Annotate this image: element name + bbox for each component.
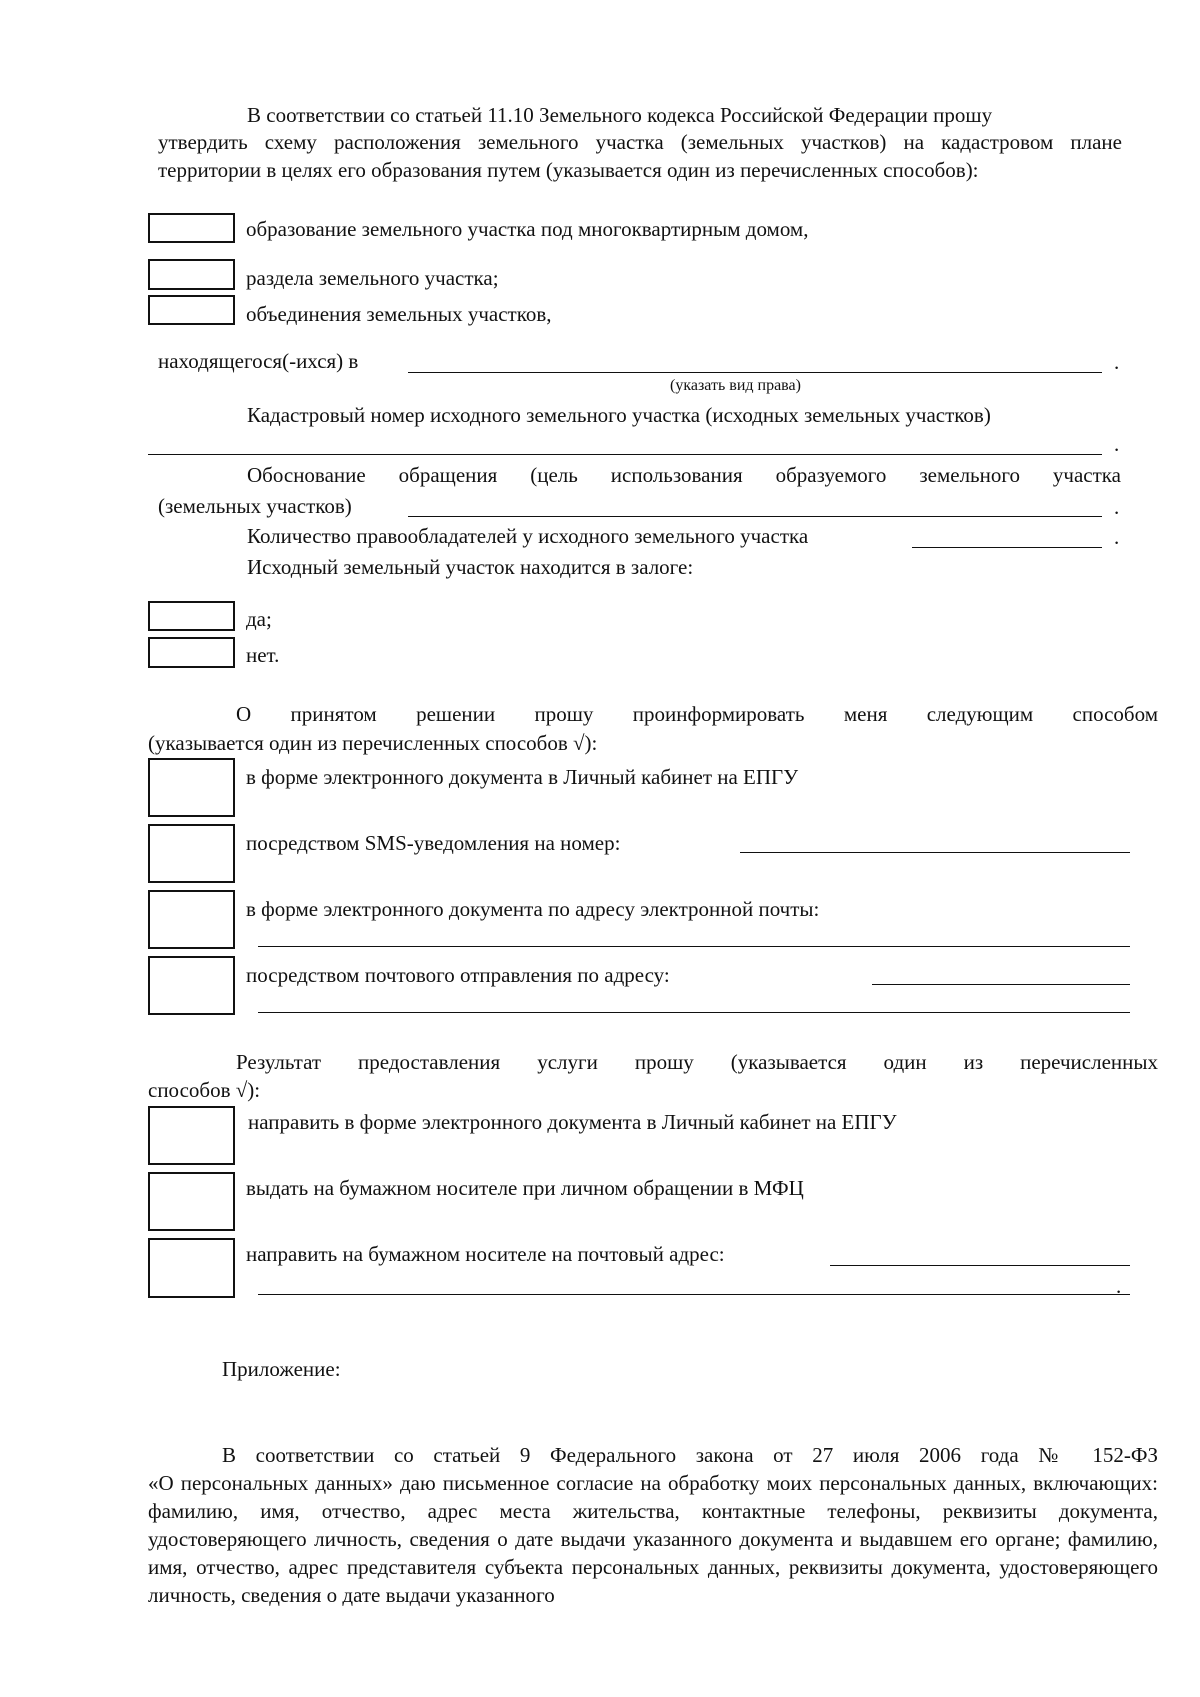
period: . [1114,432,1120,456]
checkbox-result-post[interactable] [148,1238,235,1298]
period: . [1114,350,1120,374]
period: . [1114,495,1120,519]
inform-post-label: посредством почтового отправления по адресу: [246,963,670,987]
period: . [1116,1274,1122,1298]
email-address-field[interactable] [258,946,1130,947]
inform-sms-label: посредством SMS-уведомления на номер: [246,831,621,855]
inform-epgu-label: в форме электронного документа в Личный кабинет на ЕПГУ [246,765,799,789]
checkbox-pledge-yes[interactable] [148,601,235,631]
inform-email-label: в форме электронного документа по адресу электронной почты: [246,897,820,921]
method-division-label: раздела земельного участка; [246,266,499,290]
post-address-field-2[interactable] [258,1012,1130,1013]
inform-second-line: (указывается один из перечисленных способов √): [148,731,598,755]
pledge-no-label: нет. [246,643,280,667]
pledge-label: Исходный земельный участок находится в залоге: [247,555,694,579]
consent-text: «О персональных данных» даю письменное согласие на обработку моих персональных данных, включающих: фамилию, имя, отчество, адрес места жительства, контактные телефоны, реквизиты документа, удостоверяющего личность, сведения о дате выдачи указанного документа и выдавшем его органе; фамилию, имя, отчество, адрес представителя субъекта персональных данных, реквизиты документа, удостоверяющего личность, сведения о дате выдачи указанного [148,1471,1158,1607]
checkbox-result-mfc[interactable] [148,1172,235,1231]
justification-second-line: (земельных участков) [158,494,352,518]
located-label: находящегося(-ихся) в [158,349,359,373]
result-first-line: Результат предоставления услуги прошу (указывается один из перечисленных [236,1050,1158,1074]
right-type-field[interactable] [408,372,1102,373]
checkbox-method-merge[interactable] [148,295,235,325]
intro-text: утвердить схему расположения земельного участка (земельных участков) на кадастровом плане территории в целях его образования путем (указывается один из перечисленных способов): [158,130,1122,182]
result-post-label: направить на бумажном носителе на почтовый адрес: [246,1242,725,1266]
checkbox-pledge-no[interactable] [148,637,235,668]
cadastral-label: Кадастровый номер исходного земельного участка (исходных земельных участков) [247,403,991,427]
checkbox-inform-post[interactable] [148,956,235,1015]
owners-count-field[interactable] [912,547,1102,548]
result-epgu-label: направить в форме электронного документа в Личный кабинет на ЕПГУ [248,1110,897,1134]
checkbox-result-epgu[interactable] [148,1106,235,1165]
consent-first-line: В соответствии со статьей 9 Федерального закона от 27 июля 2006 года № 152-ФЗ [222,1443,1158,1467]
post-address-field-1[interactable] [872,984,1130,985]
justification-field[interactable] [408,516,1102,517]
justification-first-line: Обоснование обращения (цель использования образуемого земельного участка [247,463,1121,487]
cadastral-number-field[interactable] [148,454,1102,455]
inform-first-line: О принятом решении прошу проинформировать меня следующим способом [236,702,1158,726]
checkbox-inform-epgu[interactable] [148,758,235,817]
result-mfc-label: выдать на бумажном носителе при личном обращении в МФЦ [246,1176,804,1200]
checkbox-method-multiapartment[interactable] [148,213,235,243]
method-merge-label: объединения земельных участков, [246,302,552,326]
pledge-yes-label: да; [246,607,272,631]
result-post-address-field-2[interactable] [258,1294,1130,1295]
owners-label: Количество правообладателей у исходного земельного участка [247,524,809,548]
checkbox-method-division[interactable] [148,259,235,290]
result-post-address-field-1[interactable] [830,1265,1130,1266]
checkbox-inform-email[interactable] [148,890,235,949]
sms-phone-field[interactable] [740,852,1130,853]
checkbox-inform-sms[interactable] [148,824,235,883]
intro-first-line: В соответствии со статьей 11.10 Земельного кодекса Российской Федерации прошу [247,103,993,127]
period: . [1114,525,1120,549]
method-multiapartment-label: образование земельного участка под многоквартирным домом, [246,217,809,241]
attachment-label: Приложение: [222,1357,341,1381]
result-second-line: способов √): [148,1078,261,1102]
right-type-hint: (указать вид права) [670,377,801,394]
